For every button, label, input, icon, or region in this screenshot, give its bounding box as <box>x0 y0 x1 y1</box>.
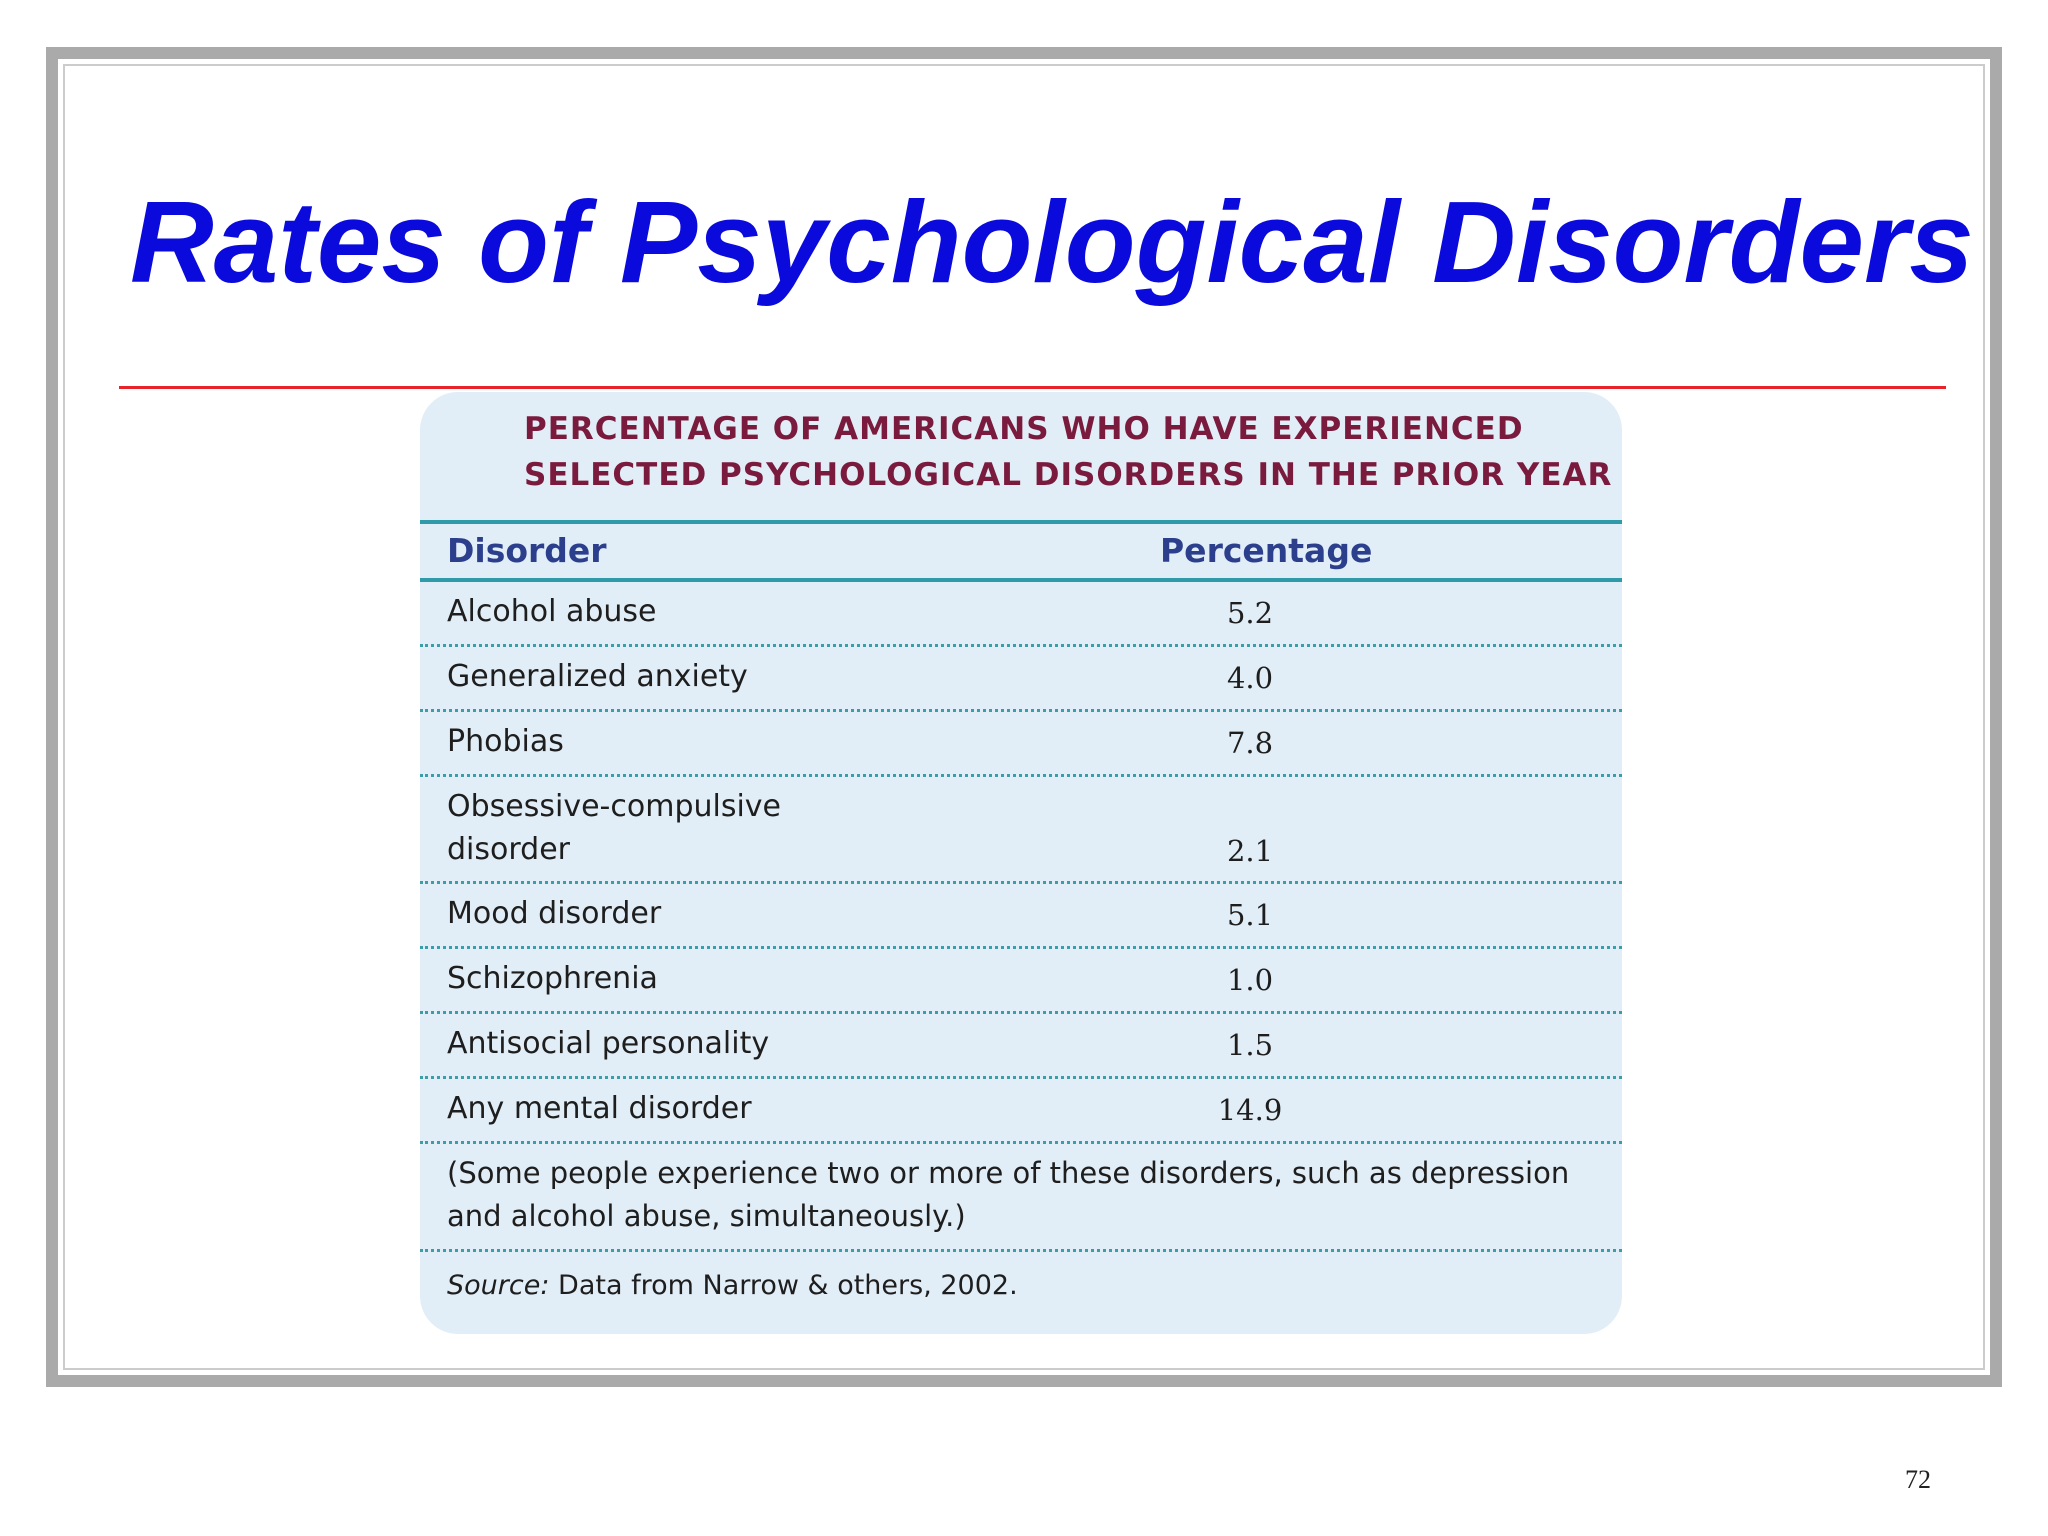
data-table-card <box>420 392 1622 1334</box>
page-number: 72 <box>1905 1465 1931 1494</box>
table-row <box>420 884 1622 949</box>
disorder-percentage: 2.1 <box>1226 834 1274 868</box>
table-body <box>420 582 1622 1312</box>
disorder-percentage: 14.9 <box>1217 1093 1283 1127</box>
title-divider <box>119 386 1946 389</box>
table-row <box>420 712 1622 777</box>
disorder-name: Any mental disorder <box>447 1091 752 1126</box>
disorder-name: Alcohol abuse <box>447 594 657 629</box>
table-note-row <box>420 1144 1622 1252</box>
disorder-name: Schizophrenia <box>447 961 658 996</box>
table-heading-line-1: PERCENTAGE OF AMERICANS WHO HAVE EXPERIENCED <box>524 411 1524 447</box>
table-row <box>420 1014 1622 1079</box>
disorder-percentage: 4.0 <box>1226 661 1274 695</box>
disorder-name: Obsessive-compulsive disorder <box>447 789 782 867</box>
slide-title: Rates of Psychological Disorders <box>130 177 1974 307</box>
source-text: Data from Narrow & others, 2002. <box>558 1270 1018 1301</box>
table-heading <box>524 406 1614 498</box>
table-row <box>420 582 1622 647</box>
disorder-name: Antisocial personality <box>447 1026 770 1061</box>
disorder-percentage: 1.0 <box>1226 963 1274 997</box>
table-note: (Some people experience two or more of these disorders, such as depression and alcohol abuse, simultaneously.) <box>447 1156 1570 1233</box>
table-heading-line-2: SELECTED PSYCHOLOGICAL DISORDERS IN THE PRIOR YEAR <box>524 457 1613 493</box>
column-header-percentage: Percentage <box>1160 531 1373 570</box>
source-label: Source: <box>447 1270 550 1301</box>
table-row <box>420 777 1622 884</box>
disorder-percentage: 7.8 <box>1226 726 1274 760</box>
table-row <box>420 1079 1622 1144</box>
table-row <box>420 949 1622 1014</box>
table-source <box>447 1266 1018 1306</box>
column-header-disorder: Disorder <box>447 531 607 570</box>
table-row <box>420 647 1622 712</box>
disorder-percentage: 5.2 <box>1226 596 1274 630</box>
disorder-name: Generalized anxiety <box>447 659 748 694</box>
disorder-name: Phobias <box>447 724 564 759</box>
disorder-name: Mood disorder <box>447 896 662 931</box>
disorder-percentage: 5.1 <box>1226 898 1274 932</box>
table-source-row <box>420 1252 1622 1312</box>
disorder-percentage: 1.5 <box>1226 1028 1274 1062</box>
